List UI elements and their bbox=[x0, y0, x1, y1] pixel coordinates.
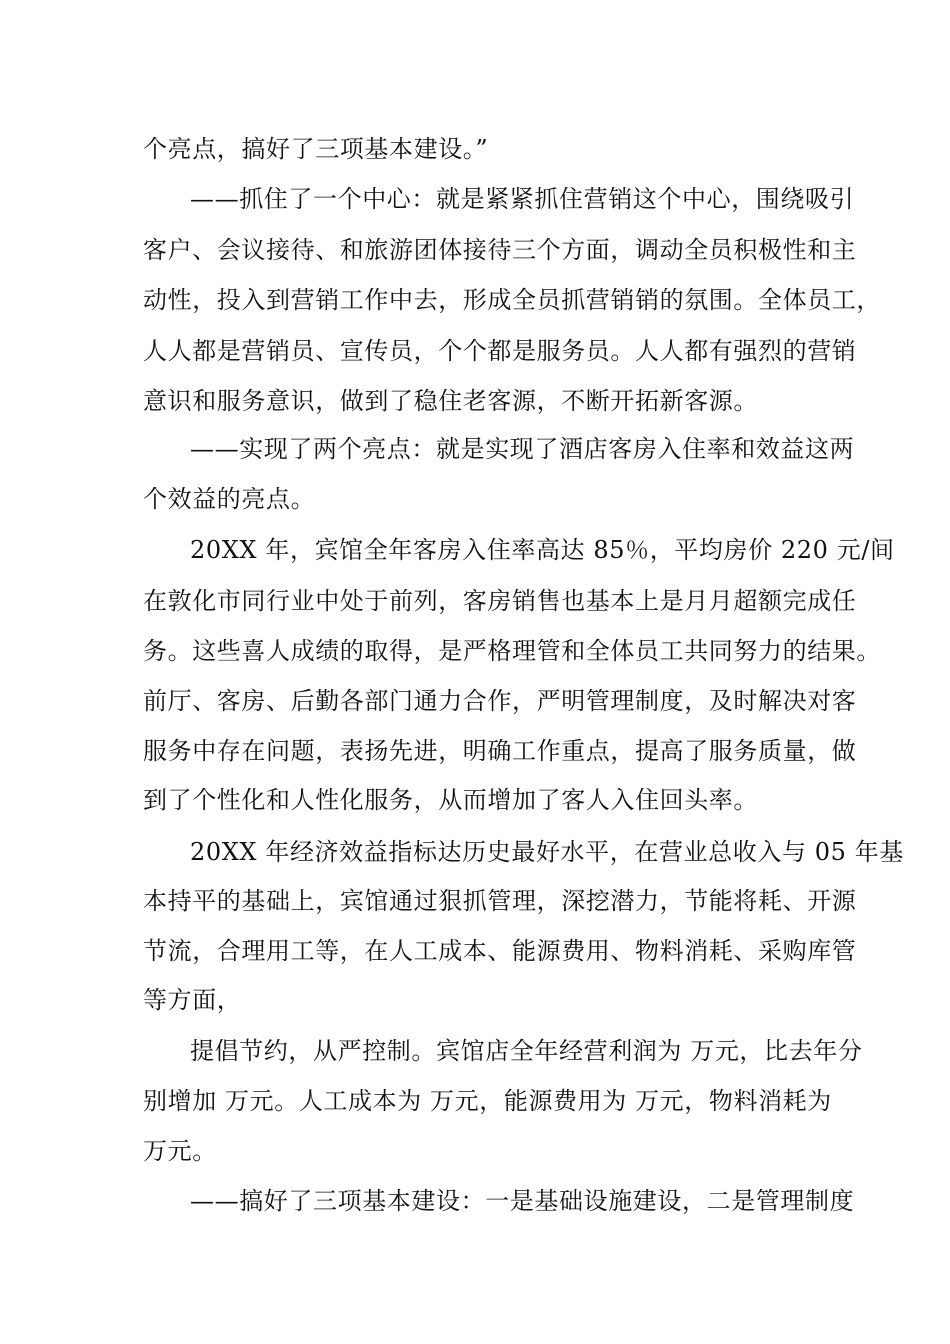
text-line-21: 万元。 bbox=[143, 1137, 217, 1165]
text-line-8: 个效益的亮点。 bbox=[143, 485, 316, 513]
text-line-4: 动性，投入到营销工作中去，形成全员抓营销销的氛围。全体员工， bbox=[143, 286, 881, 314]
text-line-18: 等方面， bbox=[143, 986, 242, 1014]
text-line-13: 服务中存在问题，表扬先进，明确工作重点，提高了服务质量，做 bbox=[143, 737, 857, 765]
text-line-14: 到了个性化和人性化服务，从而增加了客人入住回头率。 bbox=[143, 786, 758, 814]
text-line-19: 提倡节约，从严控制。宾馆店全年经营利润为 万元，比去年分 bbox=[190, 1037, 863, 1065]
text-line-20: 别增加 万元。人工成本为 万元，能源费用为 万元，物料消耗为 bbox=[143, 1087, 832, 1115]
text-line-7: ——实现了两个亮点：就是实现了酒店客房入住率和效益这两 bbox=[190, 435, 855, 463]
text-line-17: 节流，合理用工等，在人工成本、能源费用、物料消耗、采购库管 bbox=[143, 937, 857, 965]
text-line-12: 前厅、客房、后勤各部门通力合作，严明管理制度，及时解决对客 bbox=[143, 687, 857, 715]
text-line-16: 本持平的基础上，宾馆通过狠抓管理，深挖潜力，节能将耗、开源 bbox=[143, 887, 857, 915]
text-line-9: 20XX 年，宾馆全年客房入住率高达 85％，平均房价 220 元/间 bbox=[190, 536, 895, 564]
text-line-2: ——抓住了一个中心：就是紧紧抓住营销这个中心，围绕吸引 bbox=[190, 185, 855, 213]
text-line-3: 客户、会议接待、和旅游团体接待三个方面，调动全员积极性和主 bbox=[143, 236, 857, 264]
text-line-1: 个亮点，搞好了三项基本建设。” bbox=[143, 135, 489, 163]
text-line-15: 20XX 年经济效益指标达历史最好水平，在营业总收入与 05 年基 bbox=[190, 838, 904, 866]
text-line-6: 意识和服务意识，做到了稳住老客源，不断开拓新客源。 bbox=[143, 387, 758, 415]
text-line-5: 人人都是营销员、宣传员，个个都是服务员。人人都有强烈的营销 bbox=[143, 337, 857, 365]
text-line-22: ——搞好了三项基本建设：一是基础设施建设，二是管理制度 bbox=[190, 1187, 855, 1215]
text-line-10: 在敦化市同行业中处于前列，客房销售也基本上是月月超额完成任 bbox=[143, 587, 857, 615]
text-line-11: 务。这些喜人成绩的取得，是严格理管和全体员工共同努力的结果。 bbox=[143, 637, 881, 665]
